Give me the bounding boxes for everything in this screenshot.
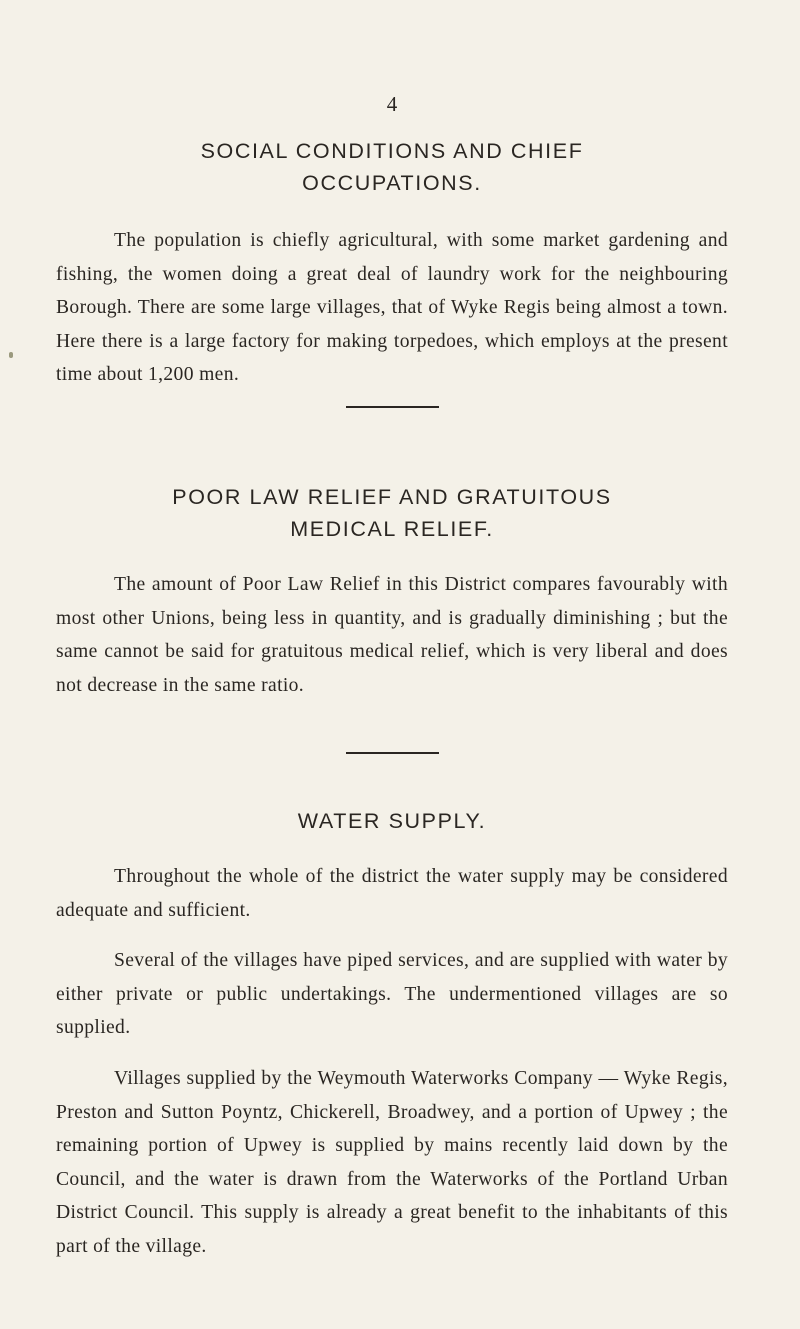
paragraph-social-conditions: The population is chiefly agricultural, with some market gardening and fishing, the women doing a great deal of laundry work for the neighbouring Borough. There are some large villages, that of Wyke Regis being almost a town. Here there is a large factory for making torpedoes, which employs at the present time about 1,200 men. xyxy=(56,230,728,385)
paragraph-water-supply-3: Villages supplied by the Weymouth Waterworks Company — Wyke Regis, Preston and Sutton Poyntz, Chickerell, Broadwey, and a portion of Upwey ; the remaining portion of Upwey is supplied by mains recently laid down by the Council, and the water is drawn from the Waterworks of the Portland Urban District Council. This supply is already a great benefit to the inhabitants of this part of the village. xyxy=(56,1068,728,1257)
heading-line: SOCIAL CONDITIONS AND CHIEF xyxy=(200,139,584,163)
ink-speck xyxy=(9,352,13,358)
heading-line: MEDICAL RELIEF. xyxy=(290,517,494,541)
heading-social-conditions xyxy=(56,135,728,199)
paragraph-poor-law-relief: The amount of Poor Law Relief in this District compares favourably with most other Unions, being less in quantity, and is gradually diminishing ; but the same cannot be said for gratuitous medical relief, which is very liberal and does not decrease in the same ratio. xyxy=(56,574,728,696)
document-page xyxy=(56,0,728,1329)
heading-line: WATER SUPPLY. xyxy=(297,809,487,833)
heading-line: POOR LAW RELIEF AND GRATUITOUS xyxy=(172,485,612,509)
paragraph-water-supply-1: Throughout the whole of the district the water supply may be considered adequate and sufficient. xyxy=(56,866,728,921)
page-number: 4 xyxy=(386,92,398,116)
heading-poor-law-relief xyxy=(56,481,728,545)
heading-water-supply xyxy=(56,805,728,837)
section-divider xyxy=(346,752,439,754)
heading-line: OCCUPATIONS. xyxy=(302,171,482,195)
paragraph-water-supply-2: Several of the villages have piped services, and are supplied with water by either private or public undertakings. The undermentioned villages are so supplied. xyxy=(56,950,728,1038)
section-divider xyxy=(346,406,439,408)
